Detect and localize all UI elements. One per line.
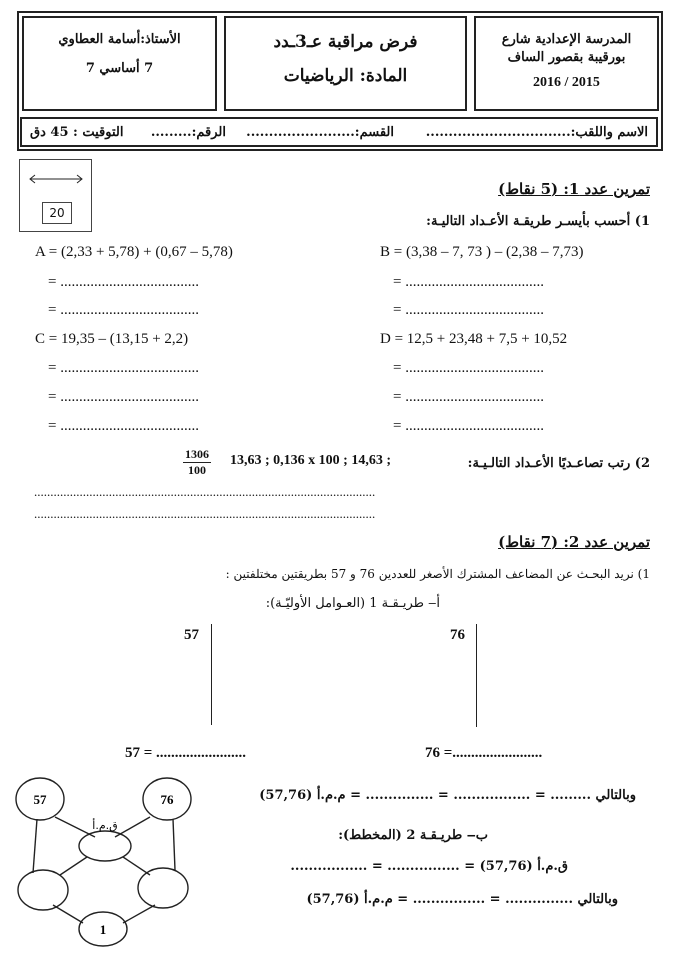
title-box (224, 16, 467, 111)
method1-label: أ‒ طريـقـة 1 (العـوامل الأوليّـة): (265, 596, 440, 611)
answer-line-D3[interactable]: = ..................................... (393, 418, 544, 434)
score-total: 20 (42, 202, 72, 224)
answer-line-B1[interactable]: = ..................................... (393, 274, 544, 290)
diagram-node-left (18, 870, 68, 910)
answer-line-C3[interactable]: = ..................................... (48, 418, 199, 434)
ex1-title: تمرين عدد 1: (5 نقاط) (498, 180, 650, 198)
factor-57-divider (211, 624, 212, 725)
teacher-box (22, 16, 217, 111)
order-answer-line2[interactable]: ......................................................................................................... (34, 506, 376, 521)
factor-diagram (15, 775, 195, 950)
diagram-label-gcd: ق.م.أ (92, 819, 118, 832)
school-box (474, 16, 659, 111)
method2-label: ب‒ طريـقـة 2 (المخطط): (338, 828, 488, 843)
answer-line-B2[interactable]: = ..................................... (393, 302, 544, 318)
class-field[interactable]: القسم:........................ (246, 125, 394, 140)
factor-57-label: 57 (184, 627, 199, 643)
fraction-numerator: 1306 (185, 447, 209, 461)
class-level: 7 أساسي 7 (85, 61, 154, 76)
student-id-row (20, 117, 658, 147)
answer-line-C1[interactable]: = ..................................... (48, 360, 199, 376)
diagram-edge (123, 857, 150, 875)
factor-76-divider (476, 624, 477, 727)
answer-line-D2[interactable]: = ..................................... (393, 389, 544, 405)
ex2-q1: 1) نريد البحـث عن المضاعف المشترك الأصغر للعددين 76 و 57 بطريقتين مختلفتين : (225, 567, 650, 581)
result-76-line[interactable]: 76 =........................ (425, 745, 543, 761)
answer-line-C2[interactable]: = ..................................... (48, 389, 199, 405)
expr-B: B = (3,38 – 7, 73 ) – (2,38 – 7,73) (380, 244, 584, 260)
time-label: التوقيت : 45 دق (30, 125, 124, 140)
factor-76-label: 76 (450, 627, 465, 643)
diagram-node-gcd (79, 831, 131, 861)
name-field[interactable]: الاسم واللقب:................................ (425, 125, 648, 140)
diagram-edge (60, 857, 87, 875)
ex1-q1: 1) أحسب بأيسـر طريقـة الأعـداد التاليـة: (426, 214, 650, 229)
expr-C: C = 19,35 – (13,15 + 2,2) (35, 331, 189, 347)
ex2-title: تمرين عدد 2: (7 نقاط) (498, 533, 650, 551)
fraction-denominator: 100 (188, 463, 206, 477)
answer-line-A2[interactable]: = ..................................... (48, 302, 199, 318)
lcm-conclusion-1[interactable]: وبالتالي ......... = ................. = ............... = م.م.أ (57,76) (259, 788, 636, 803)
answer-line-D1[interactable]: = ..................................... (393, 360, 544, 376)
subject: المادة: الرياضيات (283, 66, 408, 86)
expr-D: D = 12,5 + 23,48 + 7,5 + 10,52 (380, 331, 568, 347)
ex1-q2 (468, 456, 650, 471)
ex1-q2-label: 2) رتب تصاعـديًا الأعـداد التالـيـة: (467, 456, 650, 471)
lcm-conclusion-2[interactable]: وبالتالي ............... = ................ = م.م.أ (57,76) (306, 892, 618, 907)
school-year: 2016 / 2015 (533, 75, 600, 90)
order-answer-line1[interactable]: ......................................................................................................... (34, 484, 376, 499)
test-title: فرض مراقبة عـ3ـدد (273, 32, 418, 52)
gcd-line[interactable]: ق.م.أ (57,76) = ................ = ................. (290, 859, 568, 874)
fraction-1306-100 (183, 447, 211, 478)
diagram-label-57: 57 (33, 792, 47, 807)
diagram-edge (33, 819, 37, 873)
answer-line-A1[interactable]: = ..................................... (48, 274, 199, 290)
school-name-line2: بورقيبة بقصور الساف (507, 50, 626, 65)
result-57-line[interactable]: 57 = ........................ (125, 745, 247, 761)
teacher-name: الأستاذ:أسامة العطاوي (58, 32, 181, 47)
diagram-label-1: 1 (99, 922, 107, 937)
double-arrow-icon (28, 174, 84, 184)
diagram-edge (53, 905, 83, 923)
ex1-q2-values: 13,63 ; 0,136 x 100 ; 14,63 ; (230, 453, 391, 468)
diagram-edge (173, 819, 175, 870)
score-box (19, 159, 92, 232)
school-name-line1: المدرسة الإعدادية شارع (501, 32, 632, 47)
diagram-label-76: 76 (160, 792, 174, 807)
diagram-edge (123, 905, 155, 923)
number-field[interactable]: الرقم:......... (150, 125, 226, 140)
diagram-node-right (138, 868, 188, 908)
expr-A: A = (2,33 + 5,78) + (0,67 – 5,78) (35, 244, 233, 260)
